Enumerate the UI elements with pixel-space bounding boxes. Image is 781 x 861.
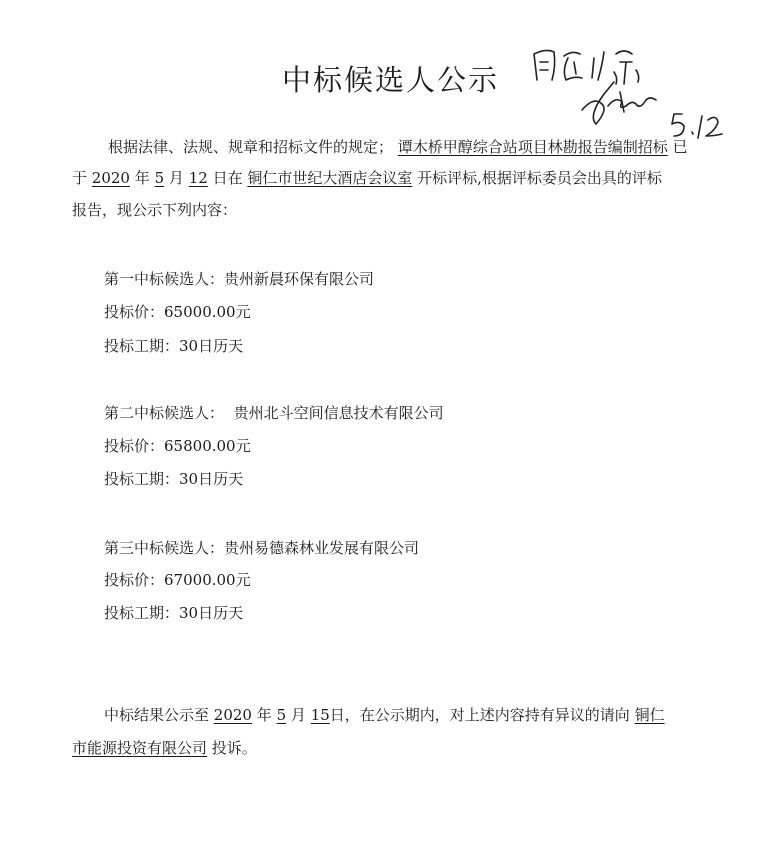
price-label: 投标价： (104, 303, 165, 321)
intro-line-2 (72, 167, 662, 188)
candidate-2-price (104, 435, 251, 456)
end-year: 2020 (213, 706, 252, 724)
project-name: 谭木桥甲醇综合站项目林勘报告编制招标 (397, 138, 668, 156)
price-value: 65800.00元 (164, 437, 251, 455)
complaint-org-part-1: 铜仁 (634, 706, 665, 724)
handwritten-signature (574, 70, 664, 132)
open-year: 2020 (91, 169, 130, 187)
open-month: 5 (154, 169, 165, 187)
candidate-1-row (104, 268, 374, 289)
candidate-3-price (104, 569, 251, 590)
open-year-unit: 年 (134, 169, 150, 187)
end-day: 15 (310, 706, 330, 724)
candidate-name: 贵州新晨环保有限公司 (224, 270, 375, 288)
open-month-unit: 月 (168, 169, 184, 187)
page-title: 中标候选人公示 (281, 63, 499, 97)
candidate-2-row (104, 402, 444, 423)
intro-line-3: 报告，现公示下列内容： (72, 201, 238, 219)
candidate-2-period (104, 468, 243, 489)
closing-prefix: 中标结果公示至 (104, 706, 210, 724)
period-value: 30日历天 (179, 470, 244, 488)
price-label: 投标价： (104, 571, 165, 589)
price-value: 67000.00元 (164, 571, 251, 589)
candidate-3-period (104, 602, 243, 623)
period-value: 30日历天 (179, 604, 244, 622)
period-label: 投标工期： (104, 470, 180, 488)
intro-line-1 (108, 136, 688, 157)
after-location: 开标评标,根据评标委员会出具的评标 (417, 169, 662, 187)
intro-prefix: 根据法律、法规、规章和招标文件的规定； (108, 138, 394, 156)
closing-middle: 日，在公示期内，对上述内容持有异议的请向 (329, 706, 630, 724)
closing-line-1 (104, 704, 665, 725)
open-day: 12 (188, 169, 208, 187)
candidate-1-price (104, 301, 251, 322)
candidate-label: 第三中标候选人： (104, 539, 225, 557)
closing-suffix: 投诉。 (211, 739, 257, 757)
price-value: 65000.00元 (164, 303, 251, 321)
candidate-name: 贵州易德森林业发展有限公司 (224, 539, 420, 557)
end-month: 5 (276, 706, 287, 724)
open-day-unit: 日在 (212, 169, 243, 187)
open-location: 铜仁市世纪大酒店会议室 (247, 169, 413, 187)
closing-line-2 (72, 737, 257, 758)
candidate-1-period (104, 335, 243, 356)
intro-suffix: 已 (672, 138, 688, 156)
candidate-name: 贵州北斗空间信息技术有限公司 (233, 404, 444, 422)
price-label: 投标价： (104, 437, 165, 455)
end-month-unit: 月 (290, 706, 306, 724)
candidate-label: 第二中标候选人： (104, 404, 225, 422)
period-label: 投标工期： (104, 337, 180, 355)
period-value: 30日历天 (179, 337, 244, 355)
candidate-label: 第一中标候选人： (104, 270, 225, 288)
date-prefix: 于 (72, 169, 88, 187)
complaint-org-part-2: 市能源投资有限公司 (72, 739, 208, 757)
end-year-unit: 年 (256, 706, 272, 724)
candidate-3-row (104, 537, 419, 558)
period-label: 投标工期： (104, 604, 180, 622)
